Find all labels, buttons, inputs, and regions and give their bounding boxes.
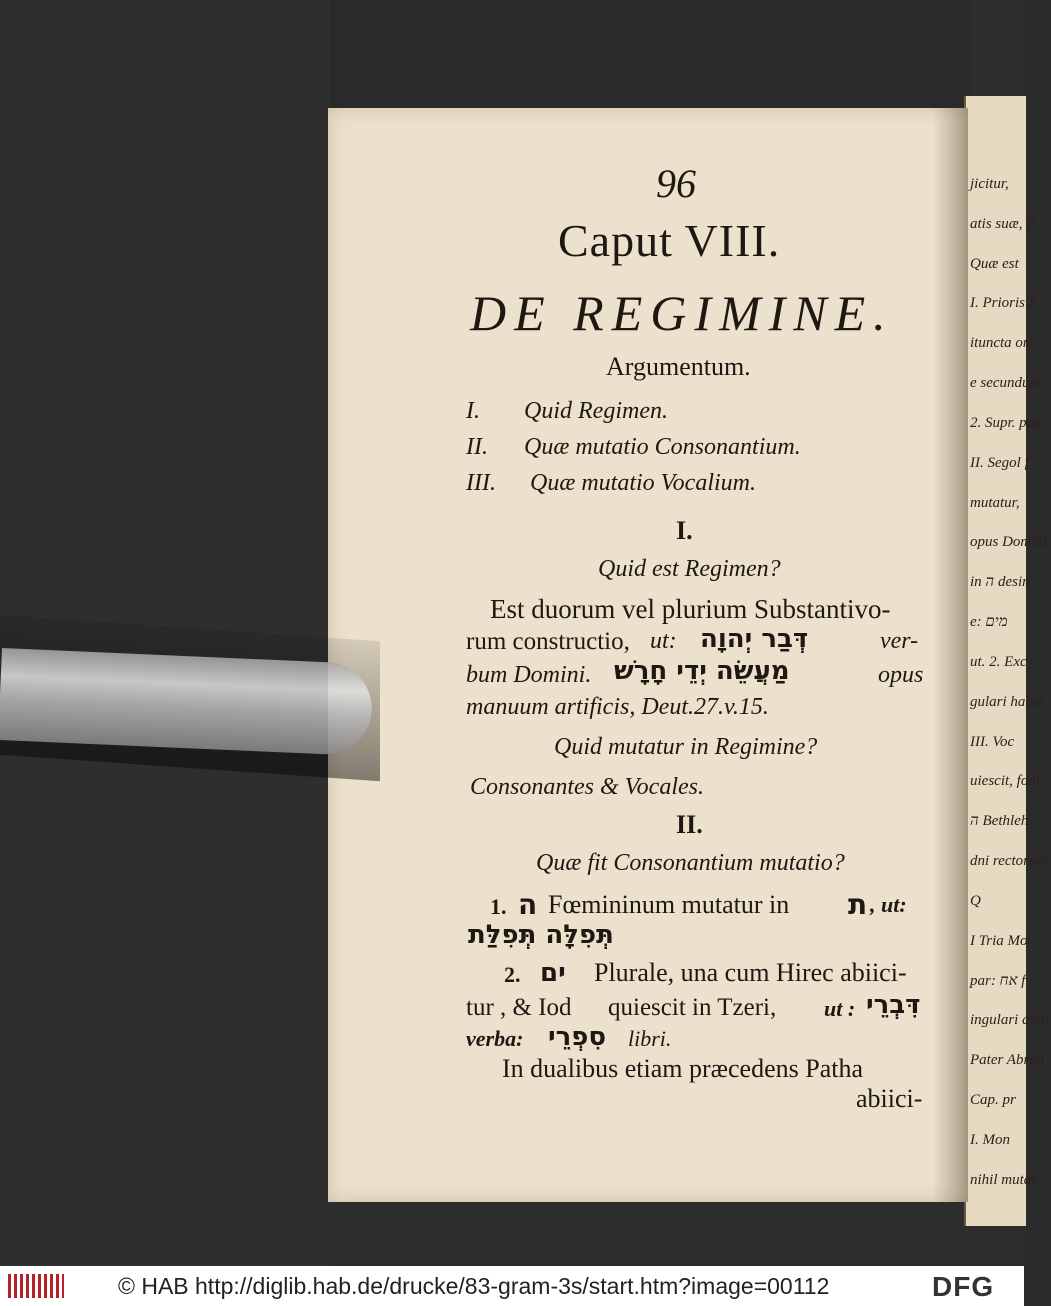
chapter-heading: Caput VIII.	[558, 215, 781, 266]
facing-page-text-fragment: dni rectorum	[970, 853, 1048, 870]
argument-item-1: Quid Regimen.	[524, 398, 668, 424]
facing-page-text-fragment: Cap. pr	[970, 1092, 1016, 1109]
argument-item-2: Quæ mutatio Consonantium.	[524, 434, 801, 460]
facing-page-text-fragment: ה Bethleh	[970, 813, 1029, 830]
facing-page-text-fragment: ituncta om	[970, 335, 1034, 352]
section-1-answer-line-2c: ver-	[880, 628, 919, 654]
facing-page-text-fragment: II. Segol f	[970, 454, 1029, 471]
facing-page-text-fragment: e secundum	[970, 375, 1041, 392]
facing-page-text-fragment: Q	[970, 892, 981, 909]
text-line-last-1: In dualibus etiam præcedens Patha	[502, 1054, 864, 1083]
barcode-icon	[8, 1274, 64, 1298]
text-line-last-2: abiici-	[856, 1084, 923, 1113]
section-1-answer-line-3b: opus	[878, 662, 924, 688]
rule-2-line-2b: quiescit in Tzeri,	[608, 994, 777, 1021]
title-heading: DE REGIMINE.	[470, 285, 894, 341]
facing-page-text-fragment: e: מים	[970, 614, 1008, 631]
section-2-number: II.	[676, 810, 703, 839]
rule-2-line-1: Plurale, una cum Hirec abiici-	[594, 958, 907, 987]
facing-page-text-fragment: ut. 2. Exc	[970, 653, 1027, 670]
argument-item-3: Quæ mutatio Vocalium.	[530, 470, 756, 496]
argument-num-3: III.	[466, 470, 496, 496]
rule-2-line-3b: libri.	[628, 1026, 672, 1051]
section-1-answer-line-2a: rum constructio,	[466, 628, 630, 655]
facing-page-text-fragment: nihil mutar	[970, 1171, 1038, 1188]
section-1-answer-2: Consonantes & Vocales.	[470, 774, 704, 800]
rule-2-line-3a: verba:	[466, 1026, 524, 1051]
section-1-answer-line-4: manuum artificis, Deut.27.v.15.	[466, 694, 769, 720]
footer-credit-link[interactable]: © HAB http://diglib.hab.de/drucke/83-gram-3s/start.htm?image=00112	[118, 1273, 830, 1299]
facing-page-text-fragment: in ה desin	[970, 574, 1030, 591]
facing-page-text-fragment: gulari habet	[970, 693, 1044, 710]
page-holder-pin	[0, 648, 374, 756]
section-1-question: Quid est Regimen?	[598, 556, 781, 582]
argument-heading: Argumentum.	[606, 352, 751, 381]
section-1-question-2: Quid mutatur in Regimine?	[554, 734, 818, 760]
rule-2-number: 2.	[504, 962, 521, 987]
page-gutter-shadow	[932, 108, 968, 1202]
facing-page-fragment	[964, 96, 1051, 1226]
facing-page-text-fragment: Quæ est	[970, 255, 1019, 272]
rule-2-hebrew-ending: ים	[540, 958, 566, 988]
rule-1-hebrew-example: תְּפִלָּה תְּפִלַּת	[468, 920, 614, 950]
rule-1-ut: , ut:	[870, 892, 907, 917]
facing-page-text-fragment: jicitur,	[970, 176, 1009, 192]
facing-page-text-fragment: Pater Abrah	[970, 1052, 1045, 1069]
rule-2-ut: ut :	[824, 996, 856, 1021]
section-1-answer-line-3a: bum Domini.	[466, 662, 592, 688]
facing-page-text-fragment: I. Prioris S	[970, 295, 1037, 312]
hebrew-example-2: מַעֲשֵׂה יְדֵי חָרָשׁ	[614, 656, 790, 686]
facing-page-text-fragment: par: אח f	[970, 972, 1026, 989]
facing-page-text-fragment: 2. Supr. pag.	[970, 414, 1046, 431]
facing-page-text-fragment: I. Mon	[970, 1131, 1010, 1148]
section-2-question: Quæ fit Consonantium mutatio?	[536, 850, 845, 876]
rule-1-text: Fœmininum mutatur in	[548, 890, 790, 919]
hebrew-example-1: דְּבַר יְהוָה	[700, 624, 809, 654]
dark-background-top	[330, 0, 970, 110]
facing-page-text-fragment: ingulari assu	[970, 1012, 1049, 1029]
argument-num-1: I.	[466, 398, 480, 424]
facing-page-text-fragment: III. Voc	[970, 733, 1015, 750]
section-1-answer-line-2b: ut:	[650, 628, 677, 654]
facing-page-text-fragment: atis suæ, P	[970, 215, 1036, 232]
section-1-answer-line-1: Est duorum vel plurium Substantivo-	[490, 594, 891, 624]
facing-page-text-fragment: I Tria Mo	[970, 932, 1028, 949]
facing-page-text-fragment: mutatur,	[970, 494, 1020, 511]
rule-1-number: 1.	[490, 894, 507, 919]
rule-2-hebrew-example-2: סִפְרֵי	[548, 1022, 607, 1052]
rule-1-hebrew-he: ה	[518, 888, 538, 921]
facing-page-text-fragment: uiescit, fodi	[970, 773, 1040, 790]
page-number: 96	[656, 161, 696, 206]
section-1-number: I.	[676, 516, 693, 545]
rule-1-hebrew-tav: ת	[848, 888, 868, 921]
facing-page-text-fragment: opus Domini.	[970, 534, 1051, 551]
dfg-logo: DFG	[932, 1271, 995, 1302]
rule-2-hebrew-example-1: דִּבְרֵי	[866, 990, 921, 1020]
rule-2-line-2a: tur , & Iod	[466, 994, 572, 1021]
argument-num-2: II.	[466, 434, 488, 460]
footer-bar	[0, 1266, 1024, 1306]
